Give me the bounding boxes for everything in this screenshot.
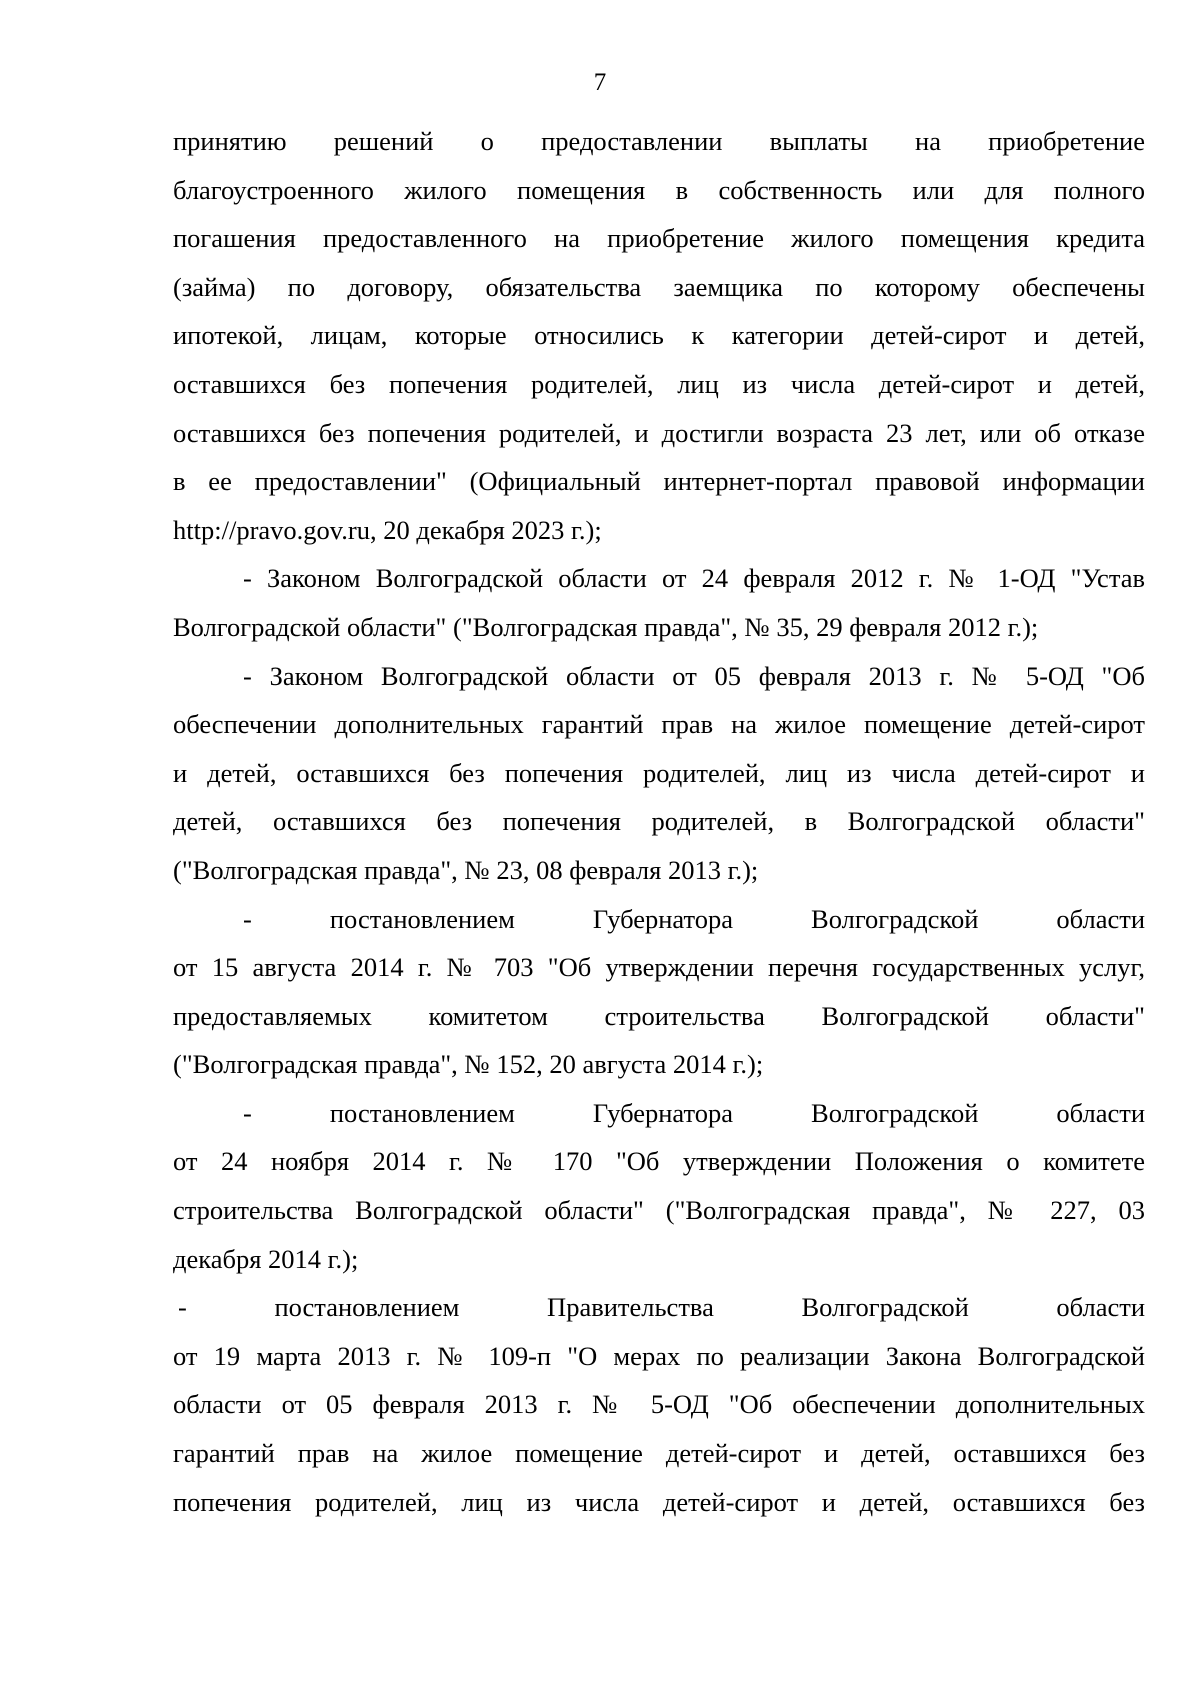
document-body — [173, 117, 1145, 1526]
paragraph-government-resolution-109 — [173, 1283, 1145, 1526]
paragraph-law-guarantees — [173, 652, 1145, 895]
text-line: строительства Волгоградской области" ("Волгоградская правда", № 227, 03 — [173, 1195, 1145, 1226]
text-line: Волгоградской области" ("Волгоградская правда", № 35, 29 февраля 2012 г.); — [173, 611, 1039, 642]
text-line: предоставляемых комитетом строительства Волгоградской области" — [173, 1000, 1145, 1031]
text-line: от 15 августа 2014 г. № 703 "Об утверждении перечня государственных услуг, — [173, 952, 1145, 983]
text-line: обеспечении дополнительных гарантий прав на жилое помещение детей-сирот — [173, 709, 1145, 740]
paragraph-continuation — [173, 117, 1145, 554]
paragraph-law-charter — [173, 554, 1145, 651]
text-line: от 24 ноября 2014 г. № 170 "Об утверждении Положения о комитете — [173, 1146, 1145, 1177]
text-line: http://pravo.gov.ru, 20 декабря 2023 г.); — [173, 514, 602, 545]
text-line: ("Волгоградская правда", № 152, 20 августа 2014 г.); — [173, 1049, 764, 1080]
text-line: ("Волгоградская правда", № 23, 08 февраля 2013 г.); — [173, 854, 759, 885]
text-line: области от 05 февраля 2013 г. № 5-ОД "Об обеспечении дополнительных — [173, 1389, 1145, 1420]
text-line: декабря 2014 г.); — [173, 1243, 359, 1274]
text-line: детей, оставшихся без попечения родителей, в Волгоградской области" — [173, 806, 1145, 837]
text-line: - Законом Волгоградской области от 05 февраля 2013 г. № 5-ОД "Об — [243, 660, 1145, 691]
text-line: гарантий прав на жилое помещение детей-сирот и детей, оставшихся без — [173, 1438, 1145, 1469]
text-line: ипотекой, лицам, которые относились к категории детей-сирот и детей, — [173, 320, 1145, 351]
text-line: (займа) по договору, обязательства заемщика по которому обеспечены — [173, 271, 1145, 302]
text-line: - постановлением Губернатора Волгоградской области — [243, 1097, 1145, 1128]
text-line: оставшихся без попечения родителей, и достигли возраста 23 лет, или об отказе — [173, 417, 1145, 448]
text-line: - Законом Волгоградской области от 24 февраля 2012 г. № 1-ОД "Устав — [243, 563, 1145, 594]
paragraph-governor-resolution-170 — [173, 1089, 1145, 1283]
page-number: 7 — [593, 69, 607, 96]
text-line: в ее предоставлении" (Официальный интернет-портал правовой информации — [173, 466, 1145, 497]
text-line: оставшихся без попечения родителей, лиц из числа детей-сирот и детей, — [173, 368, 1145, 399]
paragraph-governor-resolution-703 — [173, 895, 1145, 1089]
text-line: от 19 марта 2013 г. № 109-п "О мерах по реализации Закона Волгоградской — [173, 1340, 1145, 1371]
text-line: принятию решений о предоставлении выплаты на приобретение — [173, 126, 1145, 156]
text-line: - постановлением Правительства Волгоградской области — [178, 1292, 1145, 1323]
text-line: - постановлением Губернатора Волгоградской области — [243, 903, 1145, 934]
text-line: благоустроенного жилого помещения в собственность или для полного — [173, 174, 1145, 205]
text-line: попечения родителей, лиц из числа детей-сирот и детей, оставшихся без — [173, 1486, 1145, 1517]
text-line: и детей, оставшихся без попечения родителей, лиц из числа детей-сирот и — [173, 757, 1145, 788]
text-line: погашения предоставленного на приобретение жилого помещения кредита — [173, 223, 1145, 254]
